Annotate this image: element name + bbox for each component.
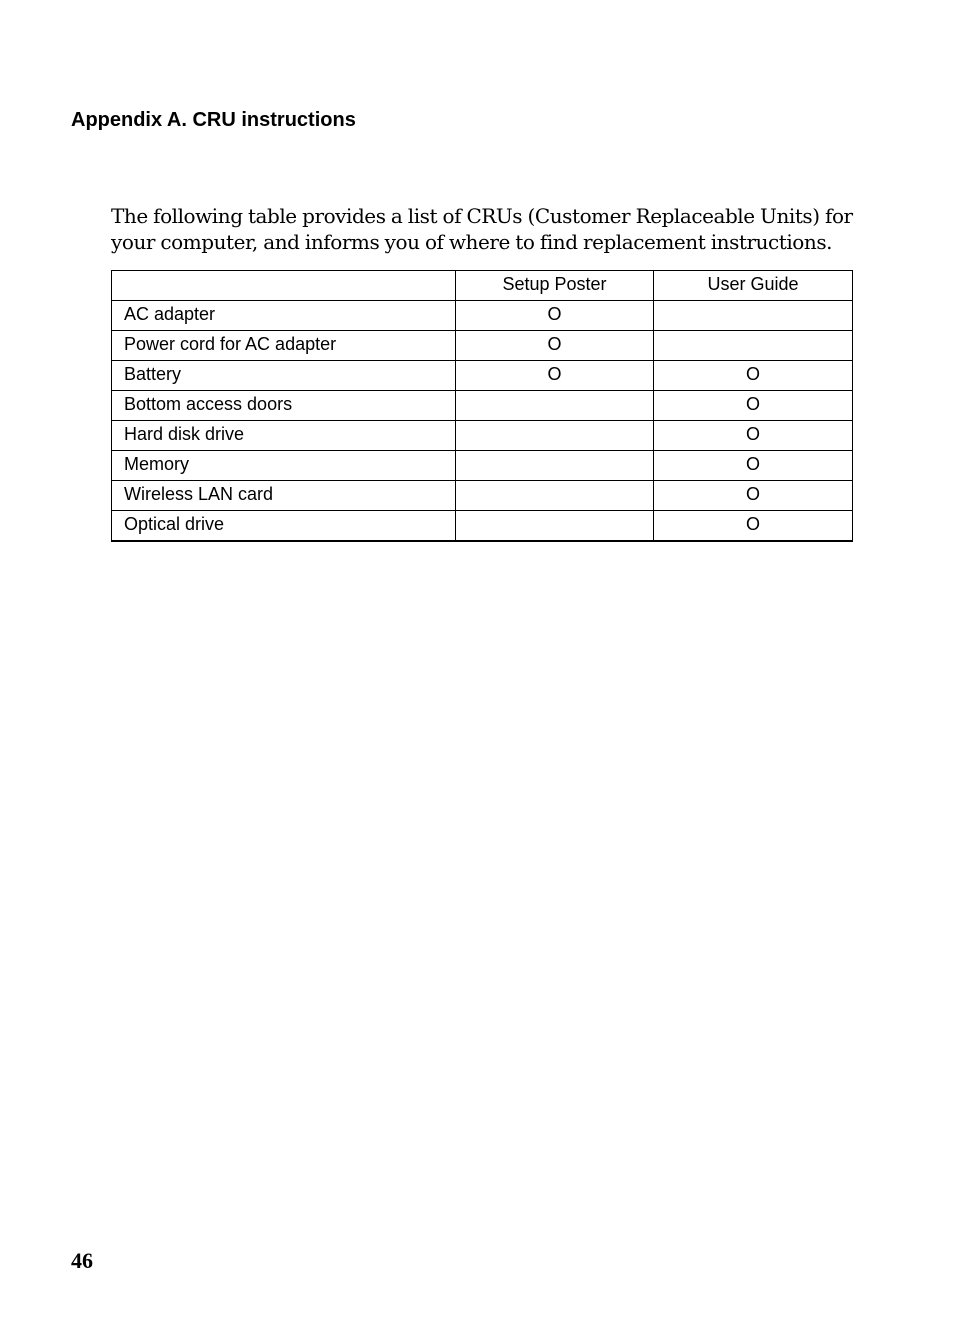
setup-poster-cell: O xyxy=(456,361,654,391)
user-guide-cell: O xyxy=(654,361,853,391)
user-guide-cell: O xyxy=(654,421,853,451)
cru-name-cell: Wireless LAN card xyxy=(112,481,456,511)
table-row xyxy=(112,511,853,542)
cru-name-cell: Optical drive xyxy=(112,511,456,542)
user-guide-cell: O xyxy=(654,391,853,421)
setup-poster-cell xyxy=(456,451,654,481)
cru-name-cell: Hard disk drive xyxy=(112,421,456,451)
column-header-item xyxy=(112,271,456,301)
table-row xyxy=(112,391,853,421)
table-row xyxy=(112,301,853,331)
cru-name-cell: AC adapter xyxy=(112,301,456,331)
table-row xyxy=(112,361,853,391)
cru-name-cell: Bottom access doors xyxy=(112,391,456,421)
column-header-setup-poster: Setup Poster xyxy=(456,271,654,301)
table-row xyxy=(112,451,853,481)
page-number: 46 xyxy=(71,1248,93,1273)
setup-poster-cell xyxy=(456,391,654,421)
running-header: Appendix A. CRU instructions xyxy=(71,109,356,131)
table-header-row xyxy=(112,271,853,301)
cru-name-cell: Memory xyxy=(112,451,456,481)
setup-poster-cell xyxy=(456,481,654,511)
intro-paragraph: The following table provides a list of CRUs (Customer Replaceable Units) for your computer, and informs you of where to find replacement instructions. xyxy=(111,204,853,254)
cru-name-cell: Battery xyxy=(112,361,456,391)
table-row xyxy=(112,421,853,451)
user-guide-cell xyxy=(654,331,853,361)
table-row xyxy=(112,331,853,361)
setup-poster-cell: O xyxy=(456,331,654,361)
column-header-user-guide: User Guide xyxy=(654,271,853,301)
table-row xyxy=(112,481,853,511)
user-guide-cell: O xyxy=(654,481,853,511)
setup-poster-cell: O xyxy=(456,301,654,331)
user-guide-cell: O xyxy=(654,511,853,542)
setup-poster-cell xyxy=(456,421,654,451)
cru-table xyxy=(111,270,853,542)
setup-poster-cell xyxy=(456,511,654,542)
user-guide-cell xyxy=(654,301,853,331)
cru-name-cell: Power cord for AC adapter xyxy=(112,331,456,361)
user-guide-cell: O xyxy=(654,451,853,481)
